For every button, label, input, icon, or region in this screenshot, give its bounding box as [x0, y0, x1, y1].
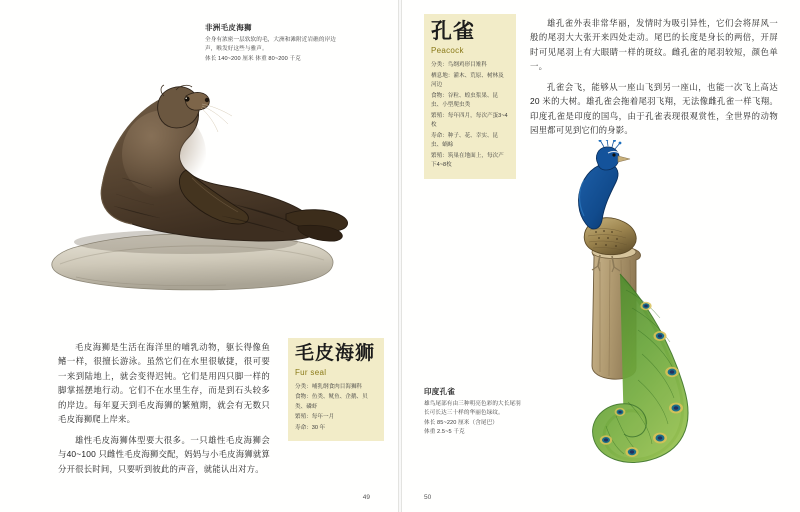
fur-seal-infobox-rows	[295, 383, 377, 434]
peacock-infobox-title: 孔雀	[431, 20, 475, 43]
fur-seal-infobox-row-3: 繁殖：每年一月	[295, 414, 335, 421]
fur-seal-infobox	[288, 338, 384, 441]
right-photo-caption-line-4: 体重 2.5~5 千克	[424, 428, 465, 435]
left-photo-caption	[205, 22, 355, 64]
peacock-infobox-row-1: 分类：鸟纲鸡形目雉科	[431, 62, 487, 69]
right-article-paragraph-1: 雄孔雀外表非常华丽，发情时为吸引异性，它们会将屏风一般的尾羽大大张开来四处走动。尾巴的长度是身长的两倍，开屏时可见尾羽上有大眼睛一样的斑纹。雌孔雀的尾羽较短，颜色单一。	[530, 18, 778, 72]
peacock-drawing	[520, 140, 760, 470]
peacock-beak	[618, 156, 630, 162]
peacock-infobox-row-2: 栖息地：灌木、荒原、树林及河边	[431, 72, 504, 89]
left-photo-caption-title: 非洲毛皮海狮	[205, 23, 252, 32]
fur-seal-illustration	[36, 74, 366, 304]
left-article-paragraph-1: 毛皮海狮是生活在海洋里的哺乳动物，躯长得像鱼鳍一样，很擅长游泳。虽然它们在水里很敏捷，很可要一来到陆地上，就会变得迟钝。它们是用四只脚一样的脚掌摇摆地行动。它们不在水里生存，而是到石头较多的岸边。每年夏天到毛皮海狮的繁殖期，就会有无数只毛皮海狮爬上岸来。	[58, 342, 270, 425]
peacock-infobox-row-4: 繁殖：每年四月，每次产蛋3~4枚	[431, 112, 508, 129]
seal-eye-glint	[185, 97, 187, 99]
peacock-head	[596, 147, 619, 170]
fur-seal-infobox-title-en: Fur seal	[295, 367, 327, 377]
fur-seal-drawing	[36, 74, 366, 304]
fur-seal-infobox-row-4: 寿命：30 年	[295, 424, 326, 431]
fur-seal-infobox-row-1: 分类：哺乳纲食肉目海狮科	[295, 383, 363, 390]
right-photo-caption	[424, 386, 528, 437]
left-article-paragraph-2: 雄性毛皮海狮体型要大很多。一只雄性毛皮海狮会与40~100 只雌性毛皮海狮交配，妈妈与小毛皮海狮就算分开很长时间，只要听到彼此的声音，就能认出对方。	[58, 434, 270, 474]
right-page	[402, 0, 800, 512]
peacock-infobox-row-5: 寿命：种子、花、幸实、昆虫、蜗蜍	[431, 132, 499, 149]
peacock-infobox-row-6: 繁殖：筑巢在地面上，每次产下4~8枚	[431, 152, 504, 169]
peacock-illustration	[520, 140, 760, 470]
peacock-infobox	[424, 14, 516, 179]
seal-eye	[184, 96, 189, 101]
right-article	[530, 16, 778, 144]
left-page	[0, 0, 398, 512]
seal-nose	[205, 98, 209, 102]
peacock-infobox-title-en: Peacock	[431, 46, 464, 56]
right-photo-caption-line-2: 长可长达三十样的华丽色绿纹。	[424, 410, 504, 417]
right-photo-caption-line-3: 体长 85~220 厘米（含尾巴）	[424, 419, 498, 426]
peacock-eye	[612, 153, 615, 156]
left-photo-caption-line-1: 全身有浓密一层软软的毛，大洲和滩附近岩礁的岸边	[205, 37, 336, 44]
peacock-infobox-rows	[431, 61, 509, 171]
left-page-number: 49	[362, 494, 370, 501]
right-page-number: 50	[424, 494, 432, 501]
left-article	[58, 340, 270, 482]
left-photo-caption-line-2: 声，喉发好这些与雅声。	[205, 46, 268, 53]
right-article-paragraph-2: 孔雀会飞，能够从一座山飞到另一座山，也能一次飞上高达 20 米的大树。雄孔雀会拖着尾羽飞翔，无法像雌孔雀一样飞翔。印度孔雀是印度的国鸟，由于孔雀表现很观赏性，全世界的动物园里都可见到它们的身影。	[530, 81, 778, 136]
peacock-infobox-row-3: 食物：谷粒、蝗虫浆果、昆虫、小型爬虫类	[431, 92, 499, 109]
fur-seal-infobox-row-2: 食物：鱼类、鱿鱼、企鹅、贝类、磷虾	[295, 394, 368, 410]
right-photo-caption-title: 印度孔雀	[424, 387, 456, 396]
fur-seal-infobox-title: 毛皮海狮	[295, 343, 376, 364]
left-photo-caption-line-3: 体长 140~200 厘米 体重 80~200 千克	[205, 55, 301, 62]
right-photo-caption-line-1: 雄鸟尾部有由三种明亮色彩的大长尾羽	[424, 401, 521, 408]
